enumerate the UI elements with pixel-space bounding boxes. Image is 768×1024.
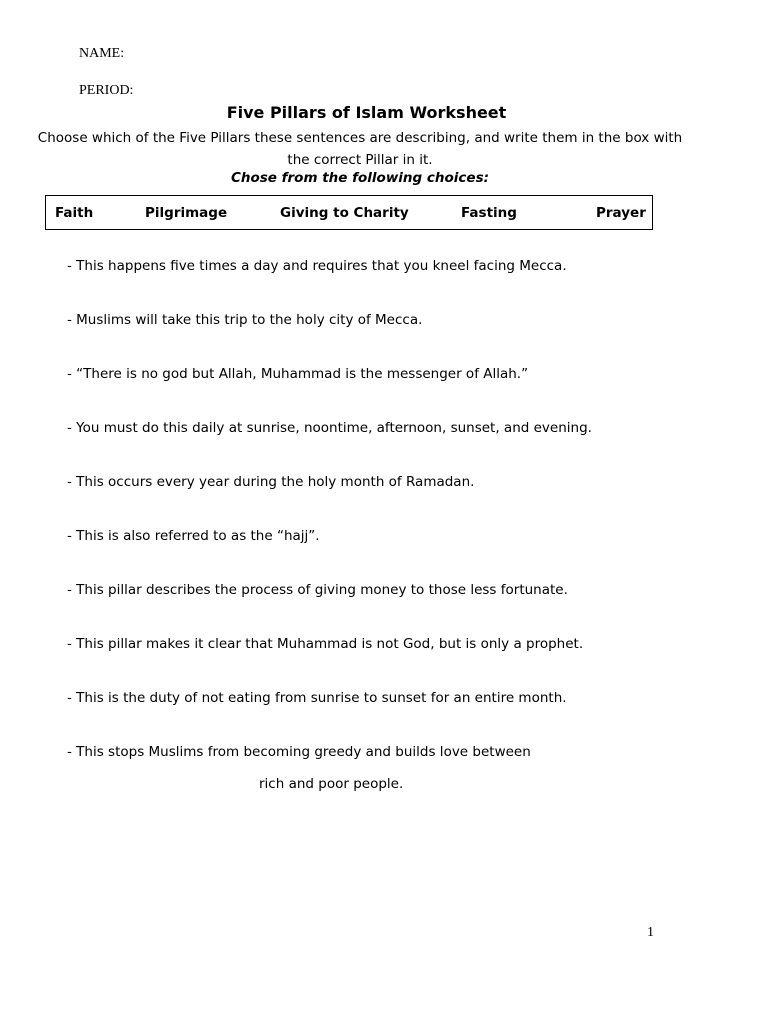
statement-3: - “There is no god but Allah, Muhammad is the messenger of Allah.” (67, 366, 529, 382)
choices-box (45, 195, 653, 230)
choice-prayer: Prayer (596, 205, 646, 221)
choice-giving-to-charity: Giving to Charity (280, 205, 409, 221)
statement-4: - You must do this daily at sunrise, noontime, afternoon, sunset, and evening. (67, 420, 592, 436)
choice-pilgrimage: Pilgrimage (145, 205, 228, 221)
choices-heading: Chose from the following choices: (230, 170, 490, 186)
statement-5: - This occurs every year during the holy month of Ramadan. (67, 474, 475, 490)
choice-faith: Faith (55, 205, 94, 221)
choice-fasting: Fasting (461, 205, 517, 221)
statement-7: - This pillar describes the process of giving money to those less fortunate. (67, 582, 568, 598)
statement-9: - This is the duty of not eating from sunrise to sunset for an entire month. (67, 690, 567, 706)
page-number: 1 (647, 925, 654, 940)
period-label: PERIOD: (79, 83, 134, 98)
statement-10-continuation: rich and poor people. (259, 776, 404, 792)
statement-6: - This is also referred to as the “hajj”. (67, 528, 320, 544)
statement-10: - This stops Muslims from becoming greedy and builds love between (67, 744, 531, 760)
instructions: Choose which of the Five Pillars these sentences are describing, and write them in the box with the correct Pillar in it. (37, 130, 683, 168)
statement-1: - This happens five times a day and requires that you kneel facing Mecca. (67, 258, 567, 274)
name-label: NAME: (79, 46, 125, 61)
worksheet-title: Five Pillars of Islam Worksheet (226, 103, 507, 122)
statement-8: - This pillar makes it clear that Muhammad is not God, but is only a prophet. (67, 636, 584, 652)
statement-2: - Muslims will take this trip to the holy city of Mecca. (67, 312, 423, 328)
